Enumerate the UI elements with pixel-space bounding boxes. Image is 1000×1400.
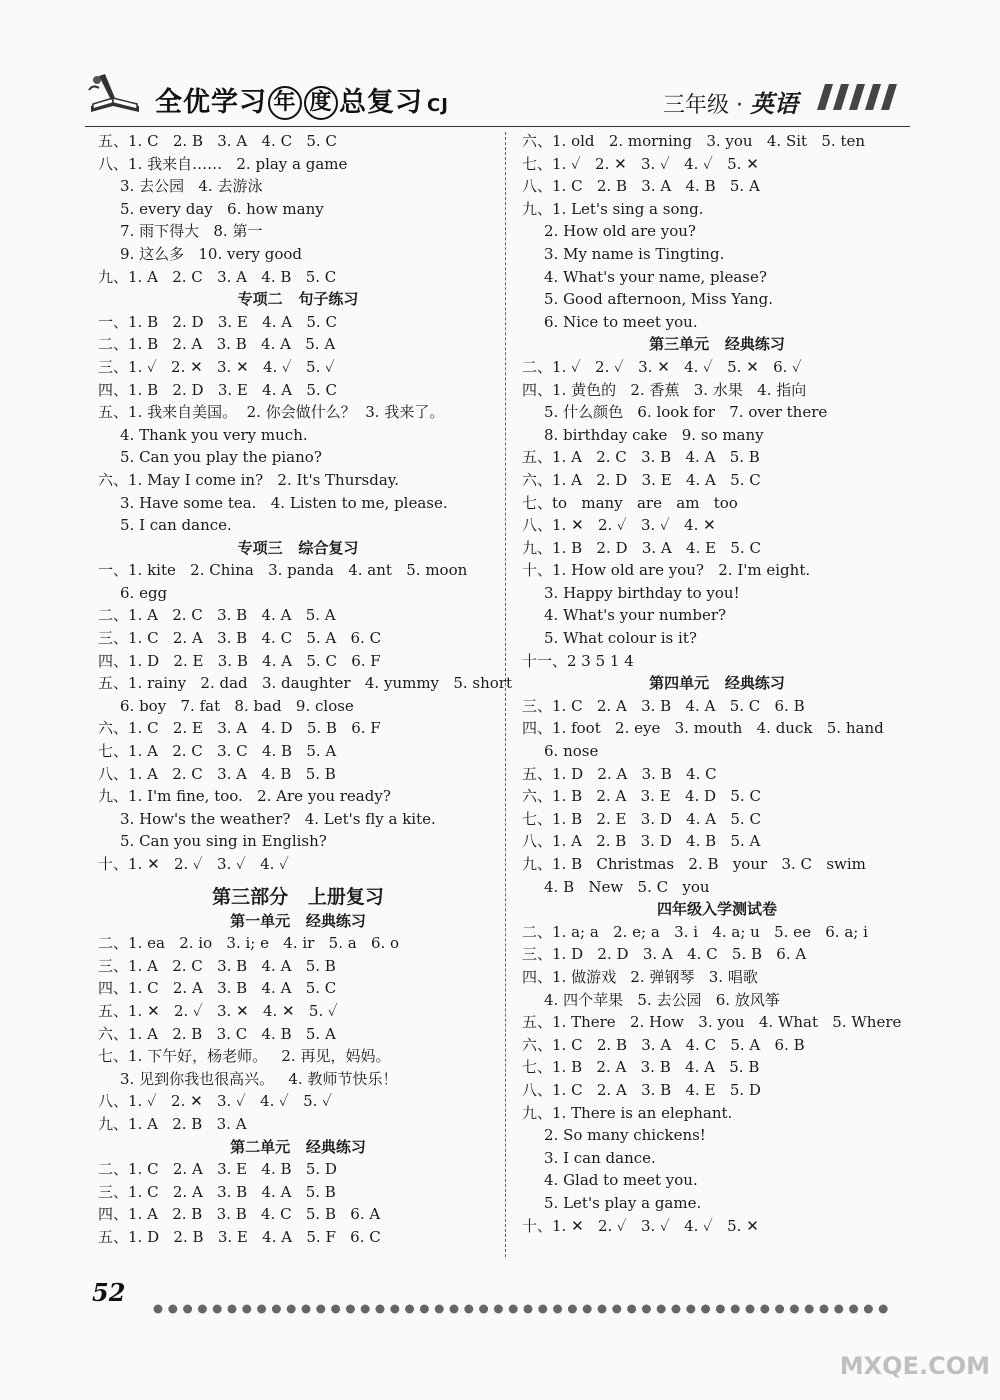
answer-line: 七、1. A 2. C 3. C 4. B 5. A: [98, 742, 337, 761]
footer-dot: [509, 1305, 518, 1314]
answer-line: 十、1. ✕ 2. ✓ 3. ✓ 4. ✓ 5. ✕: [522, 1216, 759, 1235]
footer-dot: [760, 1305, 769, 1314]
answer-line: 九、1. Let's sing a song.: [522, 199, 704, 218]
answer-line: 九、1. A 2. B 3. A: [98, 1114, 247, 1133]
answer-line: 八、1. ✓ 2. ✕ 3. ✓ 4. ✓ 5. ✓: [98, 1092, 332, 1111]
answer-line: 八、1. A 2. B 3. D 4. B 5. A: [522, 832, 761, 851]
answer-line: 三、1. C 2. A 3. B 4. A 5. C 6. B: [522, 696, 805, 715]
answer-line: 三、1. ✓ 2. ✕ 3. ✕ 4. ✓ 5. ✓: [98, 357, 335, 376]
section-heading: 专项二 句子练习: [237, 290, 359, 309]
footer-dot: [420, 1305, 429, 1314]
answer-line: 4. What's your number?: [544, 606, 727, 625]
page-number: 52: [92, 1278, 126, 1307]
answer-line: 4. Glad to meet you.: [544, 1171, 698, 1190]
answer-line: 3. 见到你我也很高兴。 4. 教师节快乐！: [120, 1069, 398, 1088]
column-divider: [505, 132, 506, 1257]
page-footer: [92, 1278, 912, 1328]
section-heading: 第二单元 经典练习: [230, 1137, 366, 1156]
section-heading: 专项三 综合复习: [237, 538, 359, 557]
answer-line: 6. nose: [544, 742, 599, 761]
answer-line: 6. boy 7. fat 8. bad 9. close: [120, 696, 354, 715]
footer-dot: [302, 1305, 311, 1314]
answer-line: 七、1. 下午好，杨老师。 2. 再见，妈妈。: [98, 1047, 391, 1066]
answer-line: 5. every day 6. how many: [120, 199, 324, 218]
footer-dot: [583, 1305, 592, 1314]
book-pen-icon: [85, 70, 145, 120]
answer-line: 4. 四个苹果 5. 去公园 6. 放风筝: [544, 990, 780, 1009]
answer-line: 五、1. D 2. B 3. E 4. A 5. F 6. C: [98, 1227, 381, 1246]
page-header: [85, 70, 910, 130]
section-heading: 第一单元 经典练习: [230, 911, 366, 930]
answer-line: 十、1. How old are you? 2. I'm eight.: [522, 561, 811, 580]
answer-line: 3. How's the weather? 4. Let's fly a kite.: [120, 809, 436, 828]
answer-line: 二、1. a; a 2. e; a 3. i 4. a; u 5. ee 6. a; i: [522, 922, 868, 941]
left-column: [98, 130, 512, 1249]
answer-line: 4. B New 5. C you: [544, 877, 710, 896]
brand-circle-1: 年: [268, 86, 302, 120]
answer-line: 六、1. A 2. B 3. C 4. B 5. A: [98, 1024, 336, 1043]
answer-line: 九、1. A 2. C 3. A 4. B 5. C: [98, 267, 337, 286]
footer-dot: [686, 1305, 695, 1314]
answer-line: 三、1. C 2. A 3. B 4. A 5. B: [98, 1182, 336, 1201]
footer-dot: [701, 1305, 710, 1314]
footer-dot: [464, 1305, 473, 1314]
footer-dot: [168, 1305, 177, 1314]
answer-line: 六、1. C 2. B 3. A 4. C 5. A 6. B: [522, 1035, 805, 1054]
footer-dot: [790, 1305, 799, 1314]
grade-label: [663, 84, 798, 119]
answer-line: 2. So many chickens!: [544, 1126, 706, 1145]
answer-line: 二、1. A 2. C 3. B 4. A 5. A: [98, 606, 336, 625]
brand-text-b: 总复习: [339, 87, 423, 118]
footer-dot: [435, 1305, 444, 1314]
footer-dot: [524, 1305, 533, 1314]
answer-line: 九、1. There is an elephant.: [522, 1103, 733, 1122]
answer-line: 六、1. B 2. A 3. E 4. D 5. C: [522, 787, 761, 806]
watermark: [820, 1300, 990, 1380]
answer-line: 一、1. B 2. D 3. E 4. A 5. C: [98, 312, 337, 331]
footer-dot: [390, 1305, 399, 1314]
answer-line: 六、1. C 2. E 3. A 4. D 5. B 6. F: [98, 719, 381, 738]
answer-line: 5. Let's play a game.: [544, 1193, 702, 1212]
footer-dot: [213, 1305, 222, 1314]
footer-dot: [346, 1305, 355, 1314]
answer-line: 十一、2 3 5 1 4: [522, 651, 634, 670]
subject-text: 英语: [749, 90, 798, 118]
header-divider: [85, 126, 910, 127]
answer-line: 二、1. ea 2. io 3. i; e 4. ir 5. a 6. o: [98, 934, 400, 953]
footer-dot: [775, 1305, 784, 1314]
answer-line: 6. Nice to meet you.: [544, 312, 698, 331]
answer-line: 二、1. ✓ 2. ✓ 3. ✕ 4. ✓ 5. ✕ 6. ✓: [522, 357, 802, 376]
answer-line: 5. 什么颜色 6. look for 7. over there: [544, 403, 828, 422]
answer-line: 四、1. D 2. E 3. B 4. A 5. C 6. F: [98, 651, 381, 670]
right-column: [522, 130, 912, 1237]
brand-circle-2: 度: [304, 86, 338, 120]
answer-line: 八、1. ✕ 2. ✓ 3. ✓ 4. ✕: [522, 516, 716, 535]
answer-line: 2. How old are you?: [544, 222, 696, 241]
answer-line: 3. My name is Tingting.: [544, 244, 725, 263]
answer-line: 八、1. C 2. A 3. B 4. E 5. D: [522, 1080, 761, 1099]
answer-line: 六、1. A 2. D 3. E 4. A 5. C: [522, 470, 761, 489]
answer-line: 三、1. D 2. D 3. A 4. C 5. B 6. A: [522, 945, 807, 964]
footer-dot: [657, 1305, 666, 1314]
answer-line: 7. 雨下得大 8. 第一: [120, 222, 263, 241]
decorative-stripes: [817, 84, 907, 110]
answer-line: 四、1. C 2. A 3. B 4. A 5. C: [98, 979, 337, 998]
footer-dot: [672, 1305, 681, 1314]
footer-dot: [242, 1305, 251, 1314]
answer-line: 九、1. B 2. D 3. A 4. E 5. C: [522, 538, 761, 557]
answer-line: 五、1. 我来自美国。 2. 你会做什么？ 3. 我来了。: [98, 403, 445, 422]
footer-dot: [612, 1305, 621, 1314]
grade-text: 三年级 ·: [663, 93, 750, 118]
footer-dot: [568, 1305, 577, 1314]
answer-line: 四、1. foot 2. eye 3. mouth 4. duck 5. hand: [522, 719, 884, 738]
watermark-site: MXQE.COM: [839, 1352, 990, 1380]
answer-line: 七、to many are am too: [522, 493, 738, 512]
answer-line: 四、1. 黄色的 2. 香蕉 3. 水果 4. 指向: [522, 380, 807, 399]
answer-line: 五、1. D 2. A 3. B 4. C: [522, 764, 717, 783]
footer-dot: [746, 1305, 755, 1314]
brand-title: [155, 80, 449, 120]
answer-line: 3. 去公园 4. 去游泳: [120, 177, 263, 196]
answer-line: 八、1. A 2. C 3. A 4. B 5. B: [98, 764, 336, 783]
part-heading: 第三部分 上册复习: [212, 885, 384, 908]
answer-line: 四、1. B 2. D 3. E 4. A 5. C: [98, 380, 337, 399]
brand-suffix: CJ: [427, 95, 449, 116]
answer-line: 6. egg: [120, 583, 168, 602]
section-heading: 第三单元 经典练习: [649, 335, 785, 354]
footer-dot-leader: [152, 1302, 892, 1316]
answer-line: 一、1. kite 2. China 3. panda 4. ant 5. moon: [98, 561, 468, 580]
footer-dot: [716, 1305, 725, 1314]
answer-line: 5. Can you sing in English?: [120, 832, 327, 851]
footer-dot: [287, 1305, 296, 1314]
answer-line: 3. I can dance.: [544, 1148, 656, 1167]
answer-line: 五、1. rainy 2. dad 3. daughter 4. yummy 5. short: [98, 674, 512, 693]
answer-line: 十、1. ✕ 2. ✓ 3. ✓ 4. ✓: [98, 855, 289, 873]
footer-dot: [257, 1305, 266, 1314]
answer-line: 七、1. B 2. A 3. B 4. A 5. B: [522, 1058, 760, 1077]
footer-dot: [553, 1305, 562, 1314]
footer-dot: [183, 1305, 192, 1314]
answer-line: 五、1. C 2. B 3. A 4. C 5. C: [98, 132, 337, 150]
footer-dot: [450, 1305, 459, 1314]
answer-line: 五、1. There 2. How 3. you 4. What 5. Where: [522, 1013, 902, 1032]
footer-dot: [331, 1305, 340, 1314]
footer-dot: [405, 1305, 414, 1314]
answer-line: 8. birthday cake 9. so many: [544, 425, 764, 444]
answer-line: 八、1. 我来自…… 2. play a game: [98, 154, 348, 173]
answer-line: 三、1. C 2. A 3. B 4. C 5. A 6. C: [98, 629, 382, 648]
footer-dot: [805, 1305, 814, 1314]
answer-line: 四、1. 做游戏 2. 弹钢琴 3. 唱歌: [522, 967, 758, 986]
answer-line: 八、1. C 2. B 3. A 4. B 5. A: [522, 177, 760, 196]
footer-dot: [494, 1305, 503, 1314]
footer-dot: [598, 1305, 607, 1314]
footer-dot: [198, 1305, 207, 1314]
answer-line: 3. Happy birthday to you!: [544, 583, 740, 602]
answer-line: 六、1. old 2. morning 3. you 4. Sit 5. ten: [522, 132, 866, 150]
answer-line: 二、1. B 2. A 3. B 4. A 5. A: [98, 335, 336, 354]
answer-line: 二、1. C 2. A 3. E 4. B 5. D: [98, 1160, 337, 1179]
answer-line: 五、1. ✕ 2. ✓ 3. ✕ 4. ✕ 5. ✓: [98, 1001, 338, 1020]
answer-line: 九、1. B Christmas 2. B your 3. C swim: [522, 855, 866, 873]
answer-line: 五、1. A 2. C 3. B 4. A 5. B: [522, 448, 760, 467]
footer-dot: [376, 1305, 385, 1314]
footer-dot: [642, 1305, 651, 1314]
answer-line: 七、1. ✓ 2. ✕ 3. ✓ 4. ✓ 5. ✕: [522, 154, 759, 173]
answer-line: 七、1. B 2. E 3. D 4. A 5. C: [522, 809, 761, 828]
answer-line: 3. Have some tea. 4. Listen to me, please.: [120, 493, 448, 512]
answer-line: 5. What colour is it?: [544, 629, 697, 648]
footer-dot: [272, 1305, 281, 1314]
answer-line: 4. What's your name, please?: [544, 267, 767, 286]
answer-line: 三、1. A 2. C 3. B 4. A 5. B: [98, 956, 336, 975]
answer-line: 5. Good afternoon, Miss Yang.: [544, 290, 774, 309]
footer-dot: [627, 1305, 636, 1314]
section-heading: 第四单元 经典练习: [649, 674, 785, 693]
footer-dot: [731, 1305, 740, 1314]
footer-dot: [361, 1305, 370, 1314]
answer-line: 四、1. A 2. B 3. B 4. C 5. B 6. A: [98, 1205, 381, 1224]
brand-text-a: 全优学习: [155, 87, 267, 118]
footer-dot: [479, 1305, 488, 1314]
answer-line: 六、1. May I come in? 2. It's Thursday.: [98, 470, 400, 489]
answer-line: 九、1. I'm fine, too. 2. Are you ready?: [98, 787, 391, 806]
answer-line: 5. I can dance.: [120, 516, 232, 535]
footer-dot: [538, 1305, 547, 1314]
section-heading: 四年级入学测试卷: [656, 900, 777, 919]
answer-line: 9. 这么多 10. very good: [120, 244, 303, 263]
footer-dot: [154, 1305, 163, 1314]
footer-dot: [316, 1305, 325, 1314]
answer-line: 4. Thank you very much.: [120, 425, 308, 444]
footer-dot: [228, 1305, 237, 1314]
answer-line: 5. Can you play the piano?: [120, 448, 322, 467]
